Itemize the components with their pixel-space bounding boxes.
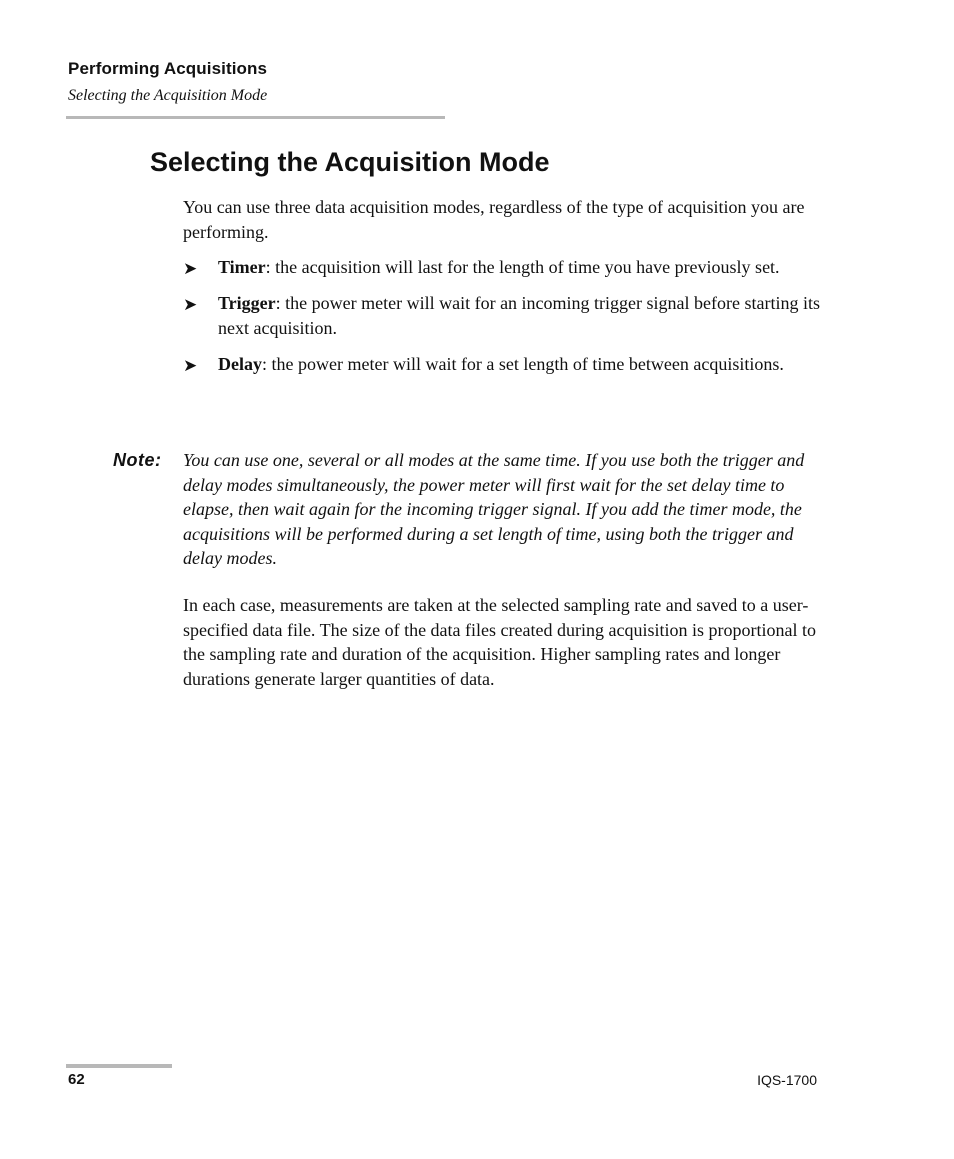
bullet-text: : the power meter will wait for a set length of time between acquisitions.: [262, 353, 784, 374]
list-item-delay: [183, 352, 823, 377]
page-number: 62: [68, 1071, 85, 1088]
bullet-term: Trigger: [218, 293, 276, 314]
bullet-term: Delay: [218, 353, 262, 374]
list-item-trigger: [183, 291, 823, 340]
bullet-term: Timer: [218, 257, 266, 277]
bullet-text: : the acquisition will last for the length of time you have previously set.: [265, 257, 780, 277]
arrowhead-bullet-icon: ➤: [183, 295, 198, 316]
arrowhead-bullet-icon: ➤: [183, 259, 198, 279]
footer-divider: [66, 1064, 172, 1068]
list-item-timer: [183, 255, 823, 280]
running-header: [68, 58, 267, 106]
intro-paragraph: You can use three data acquisition modes, regardless of the type of acquisition you are performing.: [183, 197, 805, 242]
page-title: Selecting the Acquisition Mode: [150, 147, 550, 177]
bullet-text: : the power meter will wait for an incoming trigger signal before starting its next acquisition.: [218, 293, 820, 338]
running-header-section: Selecting the Acquisition Mode: [68, 87, 268, 104]
header-divider: [66, 116, 445, 119]
note-text: You can use one, several or all modes at the same time. If you use both the trigger and delay modes simultaneously, the power meter will first wait for the set delay time to elapse, then wait again for the incoming trigger signal. If you add the timer mode, the acquisitions will be performed during a set length of time, using both the trigger and delay modes.: [183, 450, 805, 569]
note-label: Note:: [113, 450, 162, 470]
mode-list: [183, 255, 823, 388]
body-paragraph: In each case, measurements are taken at the selected sampling rate and saved to a user-specified data file. The size of the data files created during acquisition is proportional to the sampling rate and duration of the acquisition. Higher sampling rates and longer durations generate larger quantities of data.: [183, 595, 816, 689]
product-name: IQS-1700: [757, 1072, 817, 1088]
arrowhead-bullet-icon: ➤: [183, 355, 198, 376]
running-header-chapter: Performing Acquisitions: [68, 59, 268, 78]
